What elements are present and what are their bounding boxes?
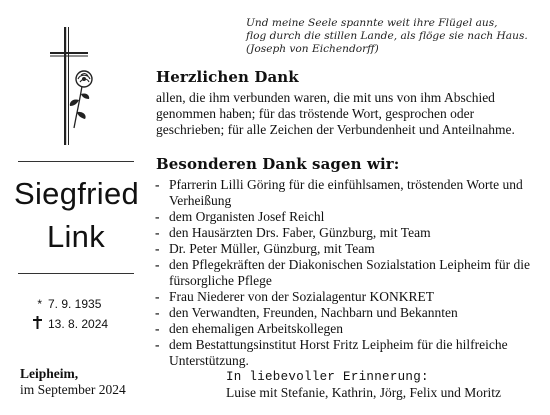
list-item: - den Pflegekräften der Diakonischen Sozialstation Leipheim für die fürsorgliche Pflege bbox=[153, 257, 538, 289]
list-item: - Pfarrerin Lilli Göring für die einfühlsamen, tröstenden Worte und Verheißung bbox=[153, 177, 538, 209]
thanks-body: allen, die ihm verbunden waren, die mit uns von ihm Abschied genommen haben; für das tröstende Wort, gesprochen oder geschrieben; für alle Zeichen der Verbundenheit und Anteilnahme. bbox=[156, 90, 515, 137]
place-and-date bbox=[20, 366, 160, 398]
list-item: - dem Bestattungsinstitut Horst Fritz Leipheim für die hilfreiche Unterstützung. bbox=[153, 337, 538, 369]
birth-star-icon: * bbox=[37, 297, 42, 311]
divider-bottom bbox=[18, 273, 134, 274]
cross-with-rose-icon bbox=[50, 24, 112, 152]
quote-line: flog durch die stillen Lande, als flöge sie nach Haus. bbox=[246, 30, 528, 42]
list-item: - den Verwandten, Freunden, Nachbarn und Bekannten bbox=[153, 305, 538, 321]
place-date: im September 2024 bbox=[20, 382, 126, 397]
birth-date: 7. 9. 1935 bbox=[48, 297, 102, 311]
deceased-last-name: Link bbox=[46, 219, 106, 254]
list-item: - dem Organisten Josef Reichl bbox=[153, 209, 538, 225]
in-memory-block bbox=[226, 369, 546, 401]
mourners-names: Luise mit Stefanie, Kathrin, Jörg, Felix und Moritz bbox=[226, 385, 501, 400]
list-item: - den Hausärzten Drs. Faber, Günzburg, mit Team bbox=[153, 225, 538, 241]
deceased-first-name: Siegfried bbox=[14, 176, 140, 211]
special-thanks-list bbox=[153, 177, 538, 369]
quote-author: (Joseph von Eichendorff) bbox=[246, 43, 379, 55]
list-item: - Frau Niederer von der Sozialagentur KONKRET bbox=[153, 289, 538, 305]
thanks-heading: Herzlichen Dank bbox=[156, 68, 299, 86]
list-item: - den ehemaligen Arbeitskollegen bbox=[153, 321, 538, 337]
life-dates bbox=[26, 294, 136, 334]
death-date-line bbox=[26, 314, 136, 334]
list-item: - Dr. Peter Müller, Günzburg, mit Team bbox=[153, 241, 538, 257]
place-city: Leipheim, bbox=[20, 366, 79, 381]
death-date: 13. 8. 2024 bbox=[48, 317, 109, 331]
quote-line: Und meine Seele spannte weit ihre Flügel aus, bbox=[246, 17, 498, 29]
birth-date-line bbox=[26, 294, 136, 314]
eichendorff-quote bbox=[246, 17, 546, 56]
dagger-icon bbox=[26, 314, 42, 334]
divider-top bbox=[18, 161, 134, 162]
special-thanks-heading: Besonderen Dank sagen wir: bbox=[156, 155, 400, 173]
in-memory-intro: In liebevoller Erinnerung: bbox=[226, 370, 429, 384]
